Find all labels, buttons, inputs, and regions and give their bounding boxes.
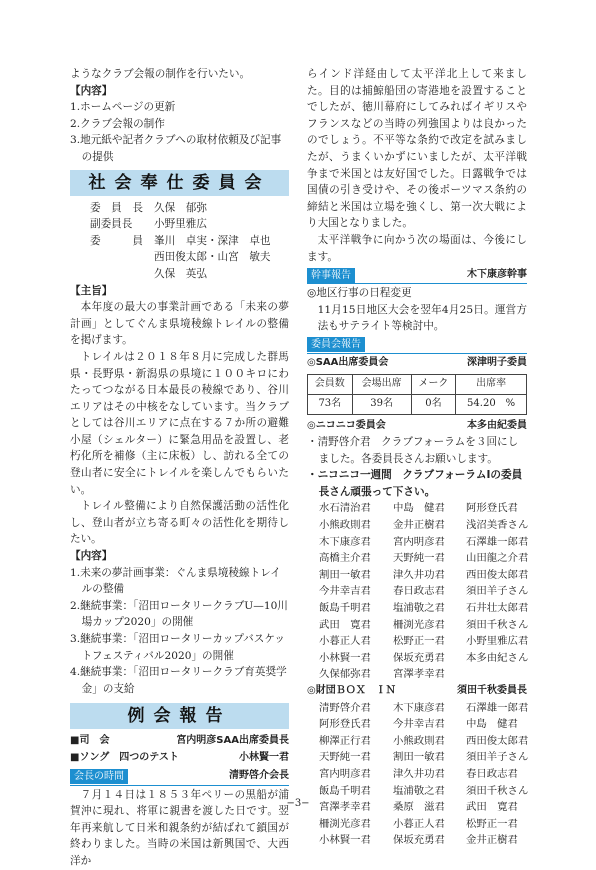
niko-names-grid: [319, 500, 527, 683]
member-name: 津久井功君: [393, 767, 445, 780]
att-header-makeup: メーク: [411, 374, 456, 394]
member-name: 高橋主介君: [319, 552, 371, 565]
report-chair-label: ■司 会: [70, 735, 110, 747]
member-names: 峯川 卓実・深津 卓也: [154, 234, 271, 247]
member-name: 西田俊太郎君: [466, 568, 529, 581]
right-column: [307, 66, 527, 849]
member-name: 今井幸吉君: [393, 718, 445, 731]
member-name: 木下康彦君: [393, 701, 445, 714]
attendance-header-row: [308, 374, 527, 394]
aim-paragraph-3: トレイル整備により自然保護活動の活性化し、登山者が立ち寄る町々の活性化を期待したい。: [70, 500, 289, 546]
att-header-venue: 会場出席: [352, 374, 411, 394]
niko-name: 本多由紀委員: [467, 419, 527, 431]
saa-name: 深津明子委員: [467, 356, 527, 368]
report-row-song: [70, 750, 289, 767]
intro-text: ようなクラブ会報の制作を行いたい。: [70, 68, 251, 80]
member-name: 石澤雄一郎君: [466, 535, 529, 548]
member-name: 柵渕光彦君: [393, 618, 445, 631]
att-value-rate: 54.20 %: [456, 394, 527, 414]
member-role: 委 員: [90, 234, 143, 247]
member-name: 宮澤孝幸君: [393, 668, 445, 681]
content2-list: [70, 565, 289, 698]
member-name: 金井正樹君: [466, 834, 518, 847]
member-name: 久保郁弥君: [319, 668, 371, 681]
member-name: 今井幸吉君: [319, 585, 371, 598]
member-name: 小熊政則君: [319, 519, 371, 532]
member-name: 清野啓介君: [319, 701, 371, 714]
member-name: 小暮正人君: [319, 635, 371, 648]
box-names-grid: [319, 700, 527, 849]
member-name: 宮内明彦君: [393, 535, 445, 548]
att-value-members: 73名: [308, 394, 353, 414]
member-name: 西田俊太郎君: [466, 734, 529, 747]
saa-header: [307, 355, 527, 372]
list-item: 1.未来の夢計画事業：ぐんま県境稜線トレイルの整備: [70, 566, 281, 596]
report-chair-value: 宮内明彦SAA出席委員長: [176, 735, 289, 747]
member-name: 宮内明彦君: [319, 767, 371, 780]
member-name: 桑原 滋君: [393, 801, 445, 814]
content2-heading: 【内容】: [70, 550, 113, 563]
member-name: 割田一敏君: [393, 751, 445, 764]
member-name: 塩浦敬之君: [393, 784, 445, 797]
member-name: 天野純一君: [393, 552, 445, 565]
president-time-header: [70, 769, 289, 786]
member-name: 山田龍之介君: [466, 552, 529, 565]
committee-report-header: [307, 337, 527, 354]
member-name: 小熊政則君: [393, 734, 445, 747]
report-song-value: 小林賢一君: [239, 751, 289, 763]
member-name: [466, 666, 539, 683]
member-name: 石井壮太郎君: [466, 602, 529, 615]
att-header-rate: 出席率: [456, 374, 527, 394]
list-item: 1.ホームページの更新: [70, 101, 176, 114]
box-title: ◎財団ＢＯＸ ＩＮ: [307, 685, 396, 696]
committee-report-tag: 委員会報告: [307, 337, 365, 352]
member-name: 柵渕光彦君: [319, 817, 371, 830]
secretary-detail: 11月15日地区大会を翌年4月25日。運営方法もサテライト等検討中。: [317, 303, 527, 333]
member-role: [90, 266, 154, 283]
member-name: 小林賢一君: [319, 651, 371, 664]
member-name: 宮澤孝幸君: [319, 801, 371, 814]
member-names: 西田俊太郎・山宮 敏夫: [154, 251, 271, 264]
member-name: 中島 健君: [466, 718, 518, 731]
member-name: 浅沼美香さん: [466, 519, 529, 532]
list-item: 2.継続事業：「沼田ロータリークラブU—10川場カップ2020」の開催: [70, 599, 288, 629]
attendance-table: [307, 374, 527, 415]
niko-title: ◎ニコニコ委員会: [307, 419, 386, 431]
list-item: 3.地元紙や記者クラブへの取材依頼及び記事の提供: [70, 134, 282, 163]
member-names: 久保 英弘: [154, 267, 207, 280]
committee-members: [90, 200, 289, 283]
report-row-chair: [70, 733, 289, 750]
president-name: 清野啓介会長: [229, 770, 289, 782]
section-title-meeting-report: 例会報告: [70, 703, 289, 729]
member-name: 須田羊子さん: [466, 751, 529, 764]
niko-item-2: ・ニコニコ一週間 クラブフォーラムⅠの委員長さん頑張って下さい。: [307, 469, 523, 498]
member-names: 久保 郁弥: [154, 201, 207, 214]
member-name: 春日政志君: [393, 585, 445, 598]
president-time-tag: 会長の時間: [70, 769, 128, 784]
aim-paragraph-1: 本年度の最大の事業計画である「未来の夢計画」としてぐんま県境稜線トレイルの整備を掲げます。: [70, 301, 289, 347]
member-name: 松野正一君: [393, 635, 445, 648]
president-text: ７月１４日は１８５３年ペリーの黒船が浦賀沖に現れ、将軍に親書を渡した日です。翌年再来航して日米和親条約が結ばれて鎖国が終わりました。当時の米国は新興国で、大西洋か: [70, 788, 289, 867]
member-name: 保坂充勇君: [393, 834, 445, 847]
member-name: 飯島千明君: [319, 784, 371, 797]
att-value-makeup: 0名: [411, 394, 456, 414]
president-text-closing: 太平洋戦争に向かう次の場面は、今後にします。: [307, 233, 527, 263]
member-name: 保坂充勇君: [393, 651, 445, 664]
member-name: 小野里雅広君: [466, 635, 529, 648]
member-name: 武田 寛君: [319, 618, 371, 631]
section-title-social-service: 社会奉仕委員会: [70, 170, 289, 196]
member-name: 塩浦敬之君: [393, 602, 445, 615]
member-name: 小暮正人君: [393, 817, 445, 830]
member-role: 委 員 長: [90, 201, 143, 214]
member-name: 須田羊子さん: [466, 585, 529, 598]
member-role: [90, 249, 154, 266]
president-text-continued: らインド洋経由して太平洋北上して来ました。目的は捕鯨船団の寄港地を設置することでしたが、徳川幕府にしてみればイギリスやフランスなどの当時の列強国よりは良かったのでしょう。不平等な条約で改定を試みましたが、うまくいかずにいましたが、太平洋戦争まで米国とは友好国でした。日露戦争では国債の引き受けや、その後ポーツマス条約の締結と米国は立場を強くし、第一次大戦により大国となりました。: [307, 68, 527, 230]
secretary-name: 木下康彦幹事: [467, 268, 527, 280]
content-list: [70, 99, 289, 165]
report-song-label: ■ソング 四つのテスト: [70, 751, 179, 763]
niko-item-1: ・清野啓介君 クラブフォーラムを３回にしました。各委員長さんお願いします。: [307, 436, 519, 465]
left-column: [70, 66, 289, 870]
member-name: 小林賢一君: [319, 834, 371, 847]
list-item: 2.クラブ会報の制作: [70, 117, 165, 130]
secretary-item: ◎地区行事の日程変更: [307, 287, 412, 300]
member-name: 柳澤正行君: [319, 734, 371, 747]
list-item: 4.継続事業：「沼田ロータリークラブ育英奨学金」の支給: [70, 666, 287, 695]
list-item: 3.継続事業：「沼田ロータリーカップバスケットフェスティバル2020」の開催: [70, 633, 285, 662]
page-number: −3−: [286, 798, 310, 809]
member-name: 阿形登氏君: [319, 718, 371, 731]
secretary-report-header: [307, 267, 527, 284]
member-name: 春日政志君: [466, 767, 518, 780]
member-name: 須田千秋さん: [466, 618, 529, 631]
member-name: 石澤雄一郎君: [466, 701, 529, 714]
attendance-value-row: [308, 394, 527, 414]
saa-title: ◎SAA出席委員会: [307, 356, 389, 368]
member-name: 木下康彦君: [319, 535, 371, 548]
member-name: 松野正一君: [466, 817, 518, 830]
secretary-report-tag: 幹事報告: [307, 268, 355, 283]
member-name: 須田千秋さん: [466, 784, 529, 797]
member-name: 天野純一君: [319, 751, 371, 764]
member-name: 武田 寛君: [466, 801, 518, 814]
box-header: [307, 683, 527, 700]
member-name: 津久井功君: [393, 568, 445, 581]
niko-header: [307, 418, 527, 435]
member-role: 副委員長: [90, 218, 133, 231]
member-name: 中島 健君: [393, 502, 445, 515]
member-name: 飯島千明君: [319, 602, 371, 615]
member-name: 金井正樹君: [393, 519, 445, 532]
aim-paragraph-2: トレイルは２０１８年８月に完成した群馬県・長野県・新潟県の県境に１００キロにわたってつながる日本最長の稜線であり、谷川エリアはその中核をなしています。当クラブとしては谷川エリアに点在する７か所の避難小屋（シェルター）に緊急用品を設置し、老朽化所を補修（主に床板）し、訪れる全ての登山者に安全にトレイルを楽しんでもらいたい。: [70, 350, 289, 496]
member-name: 阿形登氏君: [466, 502, 518, 515]
member-name: 水石清治君: [319, 502, 371, 515]
member-names: 小野里雅広: [154, 218, 207, 231]
att-value-venue: 39名: [352, 394, 411, 414]
member-name: 本多由紀さん: [466, 651, 529, 664]
aim-heading: 【主旨】: [70, 284, 113, 297]
att-header-members: 会員数: [308, 374, 353, 394]
member-name: 割田一敏君: [319, 568, 371, 581]
box-name: 須田千秋委員長: [457, 685, 527, 696]
content-heading: 【内容】: [70, 84, 113, 97]
